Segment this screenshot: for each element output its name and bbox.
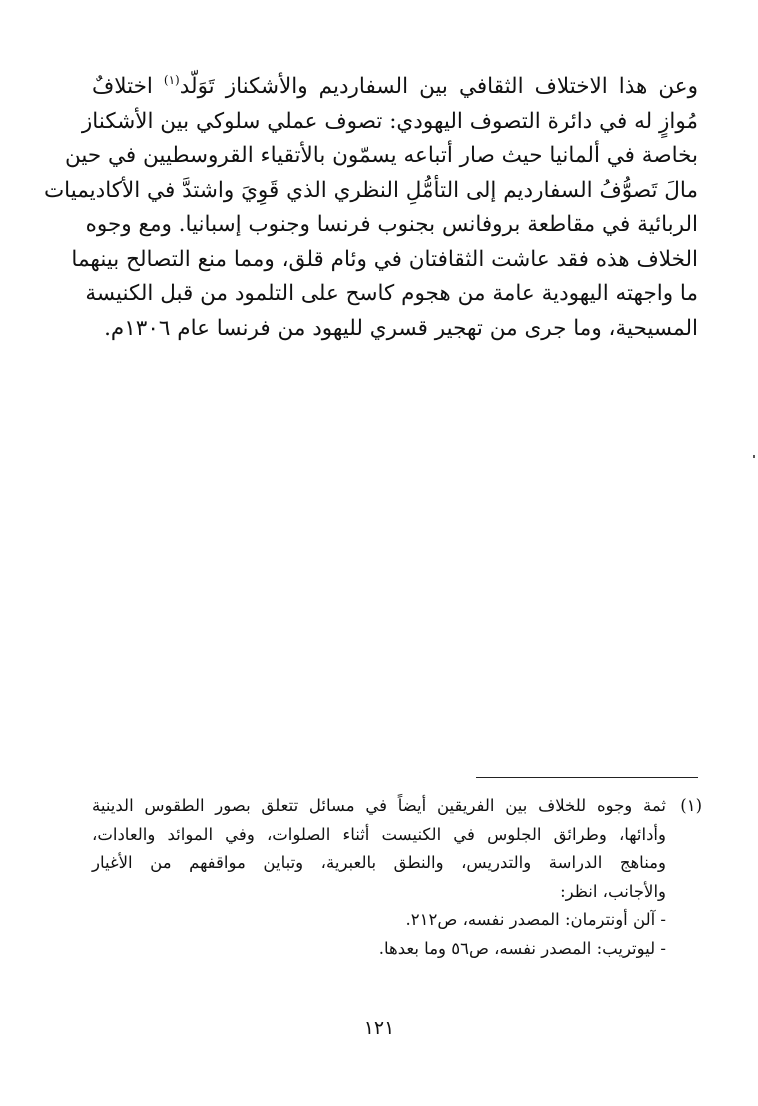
footnote-separator (476, 777, 698, 778)
footnote-line: والأجانب، انظر: (560, 881, 666, 901)
paragraph-line: مُوازٍ له في دائرة التصوف اليهودي: تصوف عملي سلوكي بين الأشكناز (81, 108, 698, 134)
main-paragraph (43, 70, 698, 346)
paragraph-line: بخاصة في ألمانيا حيث صار أتباعه يسمّون بالأتقياء القروسطيين في حين (65, 143, 698, 168)
scan-speck (753, 455, 755, 458)
paragraph-line: الربائية في مقاطعة بروفانس بجنوب فرنسا وجنوب إسبانيا. ومع وجوه (85, 212, 698, 237)
footnote-line: (١) ثمة وجوه للخلاف بين الفريقين أيضاً في مسائل تتعلق بصور الطقوس الدينية (92, 792, 702, 821)
paragraph-line: المسيحية، وما جرى من تهجير قسري لليهود من فرنسا عام ١٣٠٦م. (104, 315, 698, 341)
footnote-marker: (١) (680, 796, 702, 815)
footnote-line: ومناهج الدراسة والتدريس، والنطق بالعبرية، وتباين مواقفهم من الأغيار (92, 853, 666, 872)
page-number: ١٢١ (363, 1017, 395, 1039)
footnote-reference-entry: - ليوتريب: المصدر نفسه، ص٥٦ وما بعدها. (378, 938, 666, 958)
paragraph-line: مالَ تَصوُّفُ السفارديم إلى التأمُّلِ النظري الذي قَوِيَ واشتدَّ في الأكاديميات (43, 177, 698, 203)
footnote-reference-entry: - آلن أونترمان: المصدر نفسه، ص٢١٢. (405, 910, 666, 929)
footnote-line: وأدائها، وطرائق الجلوس في الكنيست أثناء الصلوات، وفي الموائد والعادات، (92, 824, 666, 844)
paragraph-line: الخلاف هذه فقد عاشت الثقافتان في وئام قلق، ومما منع التصالح بينهما (71, 246, 698, 272)
footnote-reference: (١) (163, 73, 180, 87)
paragraph-line: وعن هذا الاختلاف الثقافي بين السفارديم والأشكناز تَوَلّد$^{(١)}$ اختلافٌ (92, 73, 698, 99)
paragraph-line: ما واجهته اليهودية عامة من هجوم كاسح على التلمود من قبل الكنيسة (85, 281, 698, 306)
footnote (92, 792, 702, 963)
